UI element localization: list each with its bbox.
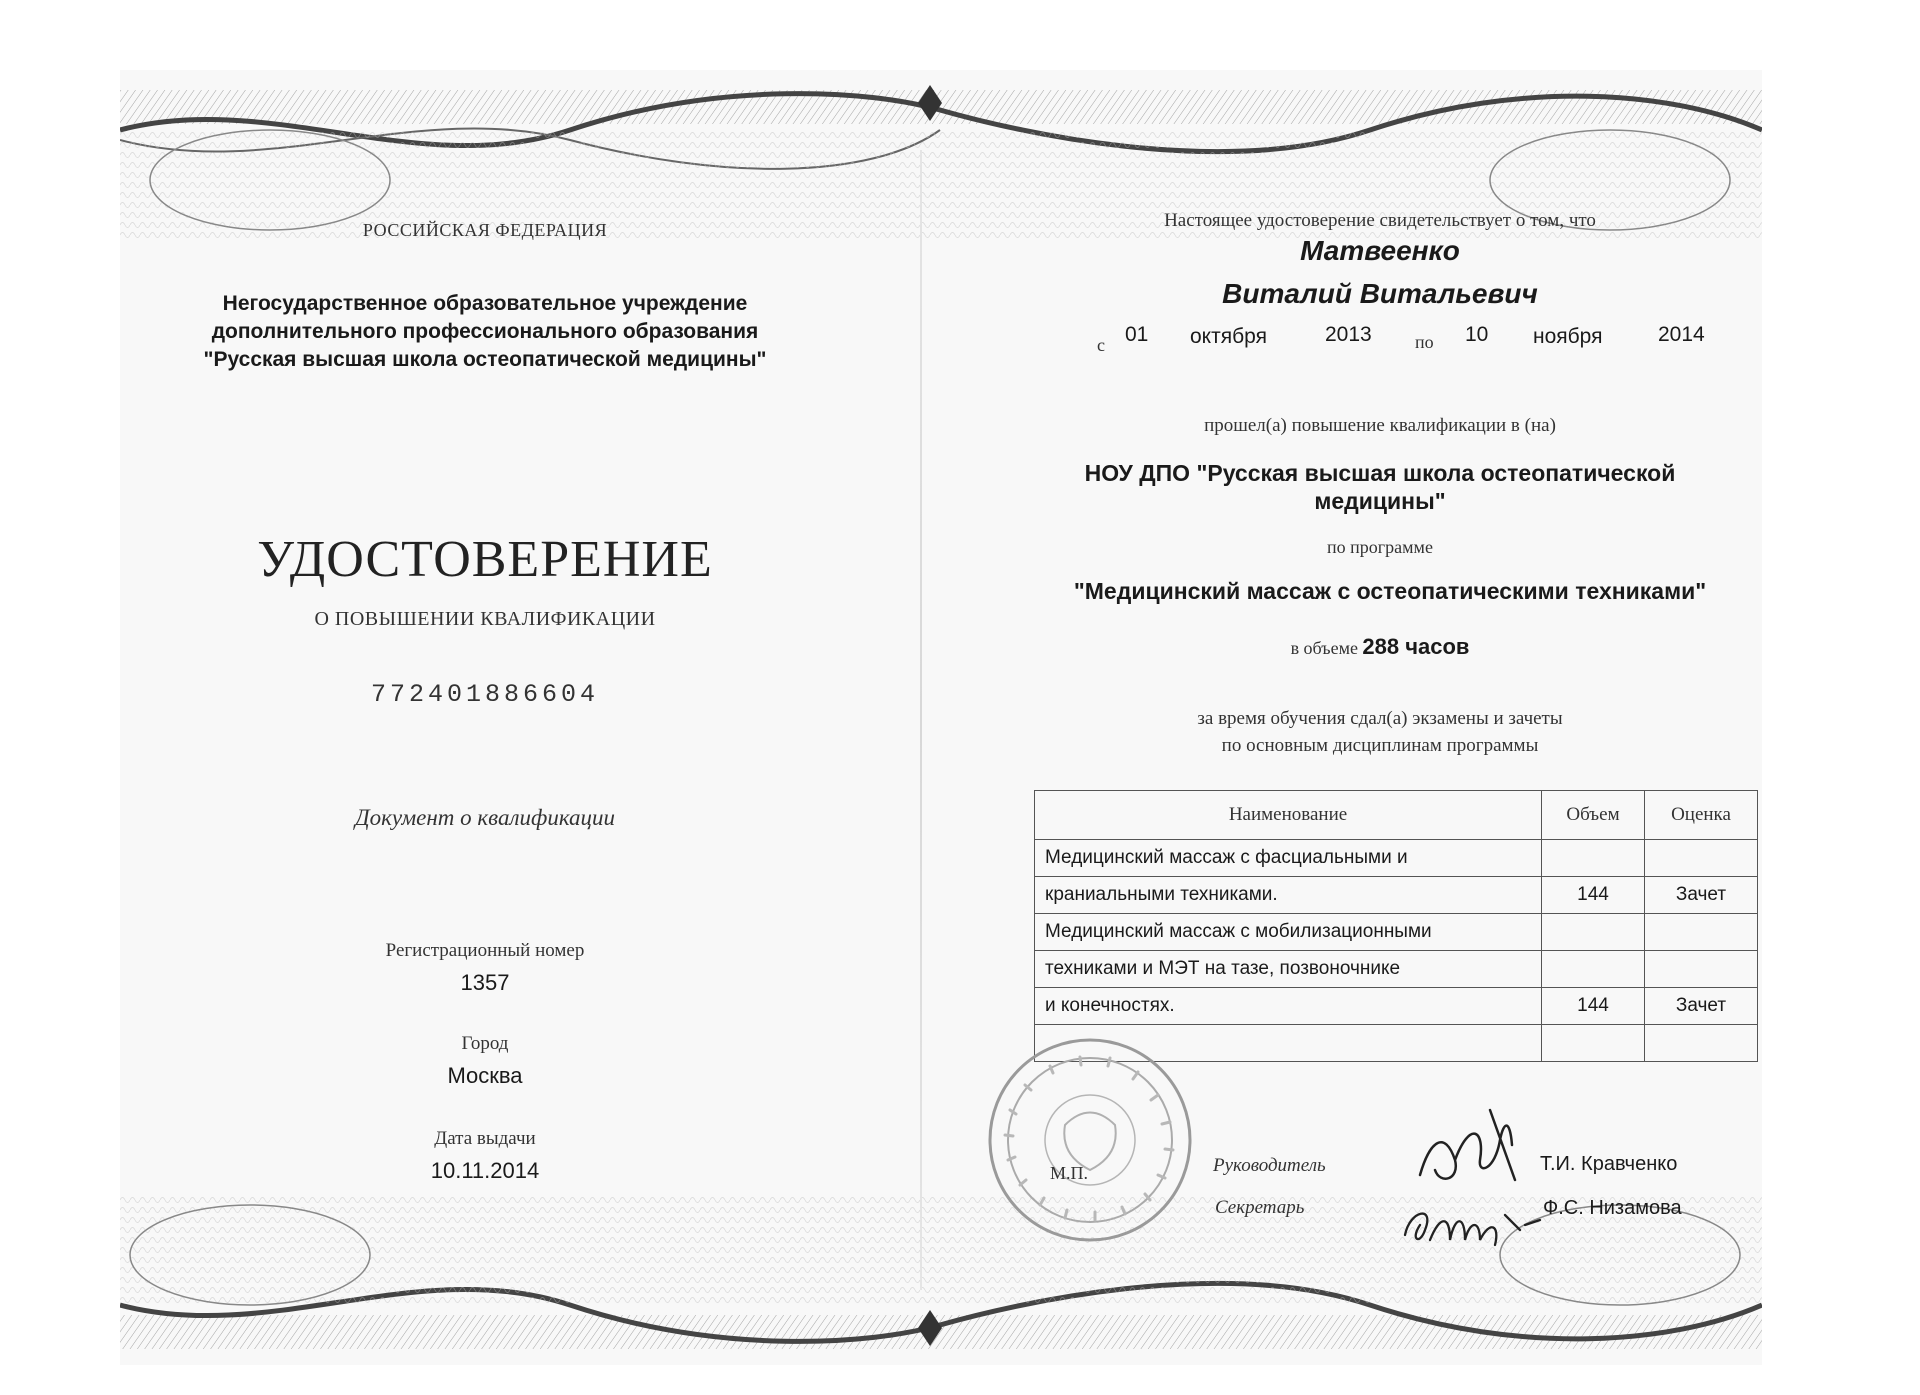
period-from-prefix: с [1097,335,1105,355]
document-subtitle: О ПОВЫШЕНИИ КВАЛИФИКАЦИИ [314,608,656,630]
director-name: Т.И. Кравченко [1540,1153,1678,1175]
program-label: по программе [1327,537,1433,557]
reg-number-label: Регистрационный номер [385,940,585,961]
document-type: Документ о квалификации [354,805,616,830]
organization-line-1: НОУ ДПО "Русская высшая школа остеопатической [1084,460,1676,486]
row2-line3: и конечностях. [1035,988,1542,1025]
table-row [1035,914,1758,951]
volume-label: в объеме [1290,638,1358,658]
city-value: Москва [447,1063,523,1088]
table-row [1035,951,1758,988]
volume-line [1010,634,1750,660]
row1-line2: краниальными техниками. [1035,877,1542,914]
subjects-table [1034,790,1758,1062]
reg-number-value: 1357 [460,970,510,995]
exams-line-2: по основным дисциплинам программы [1221,735,1539,756]
period-to-day: 10 [1465,323,1489,346]
institution-line-1: Негосударственное образовательное учреждение [222,292,748,315]
stamp-label: М.П. [1050,1163,1089,1183]
row2-line2: техниками и МЭТ на тазе, позвоночнике [1035,951,1542,988]
secretary-label: Секретарь [1215,1197,1305,1218]
row2-grade: Зачет [1645,988,1758,1025]
period-from-month: октября [1190,325,1267,348]
header-name: Наименование [1035,791,1542,840]
document-title: УДОСТОВЕРЕНИЕ [257,531,713,588]
row1-hours: 144 [1542,877,1645,914]
intro-text: Настоящее удостоверение свидетельствует о том, что [1164,210,1596,231]
institution-line-3: "Русская высшая школа остеопатической медицины" [203,348,767,371]
page-fold [920,150,922,1290]
period-from-year: 2013 [1325,323,1372,346]
official-seal-stamp [980,1030,1200,1250]
passed-text: прошел(а) повышение квалификации в (на) [1204,415,1556,436]
director-label: Руководитель [1213,1155,1326,1176]
holder-surname: Матвеенко [1300,235,1460,266]
serial-number: 772401886604 [370,680,600,709]
period-to-year: 2014 [1658,323,1705,346]
city-label: Город [461,1033,509,1054]
program-name: "Медицинский массаж с остеопатическими техниками" [1073,578,1707,604]
holder-given-names: Виталий Витальевич [1222,278,1538,309]
institution-line-2: дополнительного профессионального образования [211,320,759,343]
table-row [1035,988,1758,1025]
volume-value: 288 часов [1362,634,1470,659]
secretary-signature [1395,1185,1545,1265]
row2-line1: Медицинский массаж с мобилизационными [1035,914,1542,951]
table-header-row [1035,791,1758,840]
secretary-name: Ф.С. Низамова [1543,1197,1682,1219]
period-from-day: 01 [1125,323,1149,346]
row2-hours: 144 [1542,988,1645,1025]
table-row [1035,840,1758,877]
header-hours: Объем [1542,791,1645,840]
row1-grade: Зачет [1645,877,1758,914]
table-row [1035,877,1758,914]
row1-line1: Медицинский массаж с фасциальными и [1035,840,1542,877]
period-to-prefix: по [1415,332,1434,352]
issue-date-label: Дата выдачи [434,1128,536,1149]
exams-line-1: за время обучения сдал(а) экзамены и зачеты [1197,708,1563,729]
organization-line-2: медицины" [1314,488,1446,514]
period-to-month: ноября [1533,325,1603,348]
country-label: РОССИЙСКАЯ ФЕДЕРАЦИЯ [362,220,608,240]
issue-date-value: 10.11.2014 [430,1158,540,1183]
header-grade: Оценка [1645,791,1758,840]
